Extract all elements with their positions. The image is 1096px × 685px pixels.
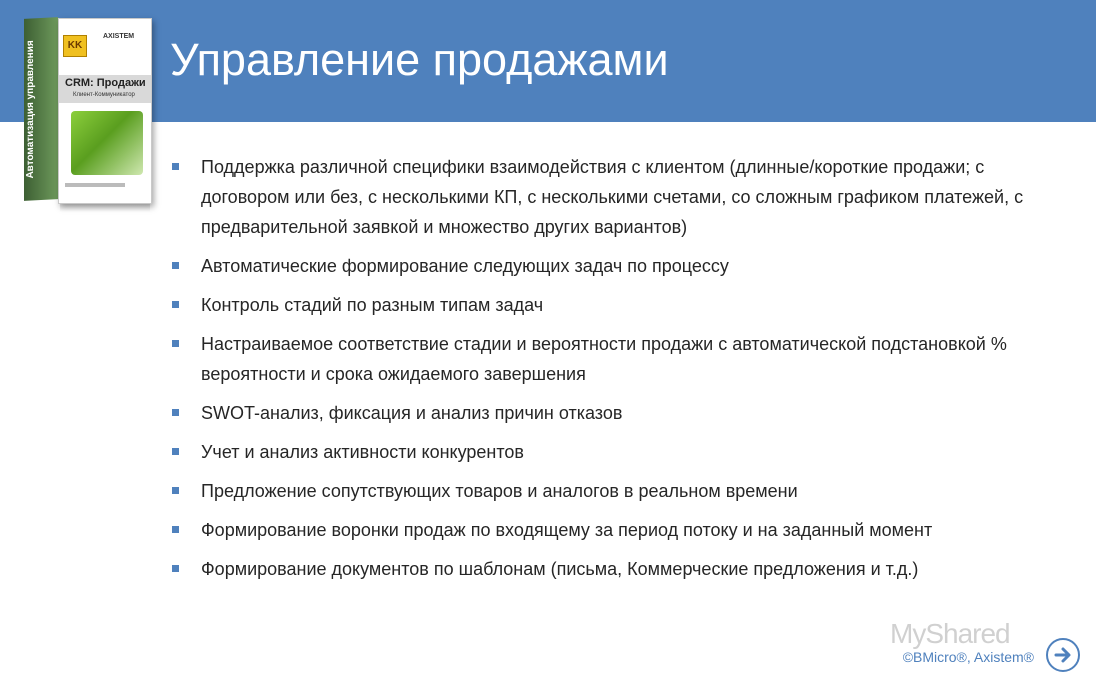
list-item: [172, 329, 1032, 389]
list-item-text: Формирование документов по шаблонам (письма, Коммерческие предложения и т.д.): [201, 559, 919, 579]
product-box-image: [20, 14, 152, 204]
bullet-square-icon: [172, 262, 179, 269]
product-name: CRM: Продажи: [65, 77, 146, 89]
list-item-text: SWOT-анализ, фиксация и анализ причин отказов: [201, 403, 623, 423]
box-front: [58, 18, 152, 204]
next-slide-button[interactable]: [1046, 638, 1080, 672]
list-item-text: Автоматические формирование следующих задач по процессу: [201, 256, 729, 276]
brand-label: AXISTEM: [103, 33, 135, 40]
product-logo: KK: [63, 35, 87, 57]
slide-title: Управление продажами: [170, 34, 669, 85]
list-item: [172, 476, 1032, 506]
box-shadow: [60, 204, 150, 212]
box-spine-text: Автоматизация управления: [25, 40, 36, 179]
list-item: [172, 290, 1032, 320]
list-item: [172, 554, 1032, 584]
copyright-text: ©BMicro®, Axistem®: [902, 649, 1034, 665]
box-footer-strip: [65, 183, 125, 187]
list-item-text: Поддержка различной специфики взаимодействия с клиентом (длинные/короткие продажи; с договором или без, с несколькими КП, с несколькими счетами, со сложным графиком платежей, с предварительной заявкой и множество других вариантов): [201, 157, 1024, 237]
feature-list: [172, 152, 1032, 593]
arrow-right-circle-icon: [1053, 645, 1073, 665]
list-item-text: Настраиваемое соответствие стадии и вероятности продажи с автоматической подстановкой % вероятности и срока ожидаемого завершения: [201, 334, 1007, 384]
bullet-square-icon: [172, 487, 179, 494]
bullet-square-icon: [172, 448, 179, 455]
list-item: [172, 152, 1032, 242]
list-item: [172, 398, 1032, 428]
bullet-square-icon: [172, 340, 179, 347]
product-subtitle: Клиент-Коммуникатор: [73, 92, 135, 98]
bullet-square-icon: [172, 301, 179, 308]
list-item: [172, 437, 1032, 467]
list-item-text: Предложение сопутствующих товаров и аналогов в реальном времени: [201, 481, 798, 501]
box-artwork: [71, 111, 143, 175]
title-banner: [0, 0, 1096, 122]
list-item-text: Контроль стадий по разным типам задач: [201, 295, 544, 315]
list-item-text: Учет и анализ активности конкурентов: [201, 442, 524, 462]
bullet-square-icon: [172, 163, 179, 170]
list-item: [172, 251, 1032, 281]
bullet-square-icon: [172, 526, 179, 533]
box-spine: [24, 17, 58, 201]
bullet-square-icon: [172, 565, 179, 572]
list-item-text: Формирование воронки продаж по входящему за период потоку и на заданный момент: [201, 520, 933, 540]
watermark: MyShared: [890, 618, 1010, 649]
bullet-square-icon: [172, 409, 179, 416]
list-item: [172, 515, 1032, 545]
